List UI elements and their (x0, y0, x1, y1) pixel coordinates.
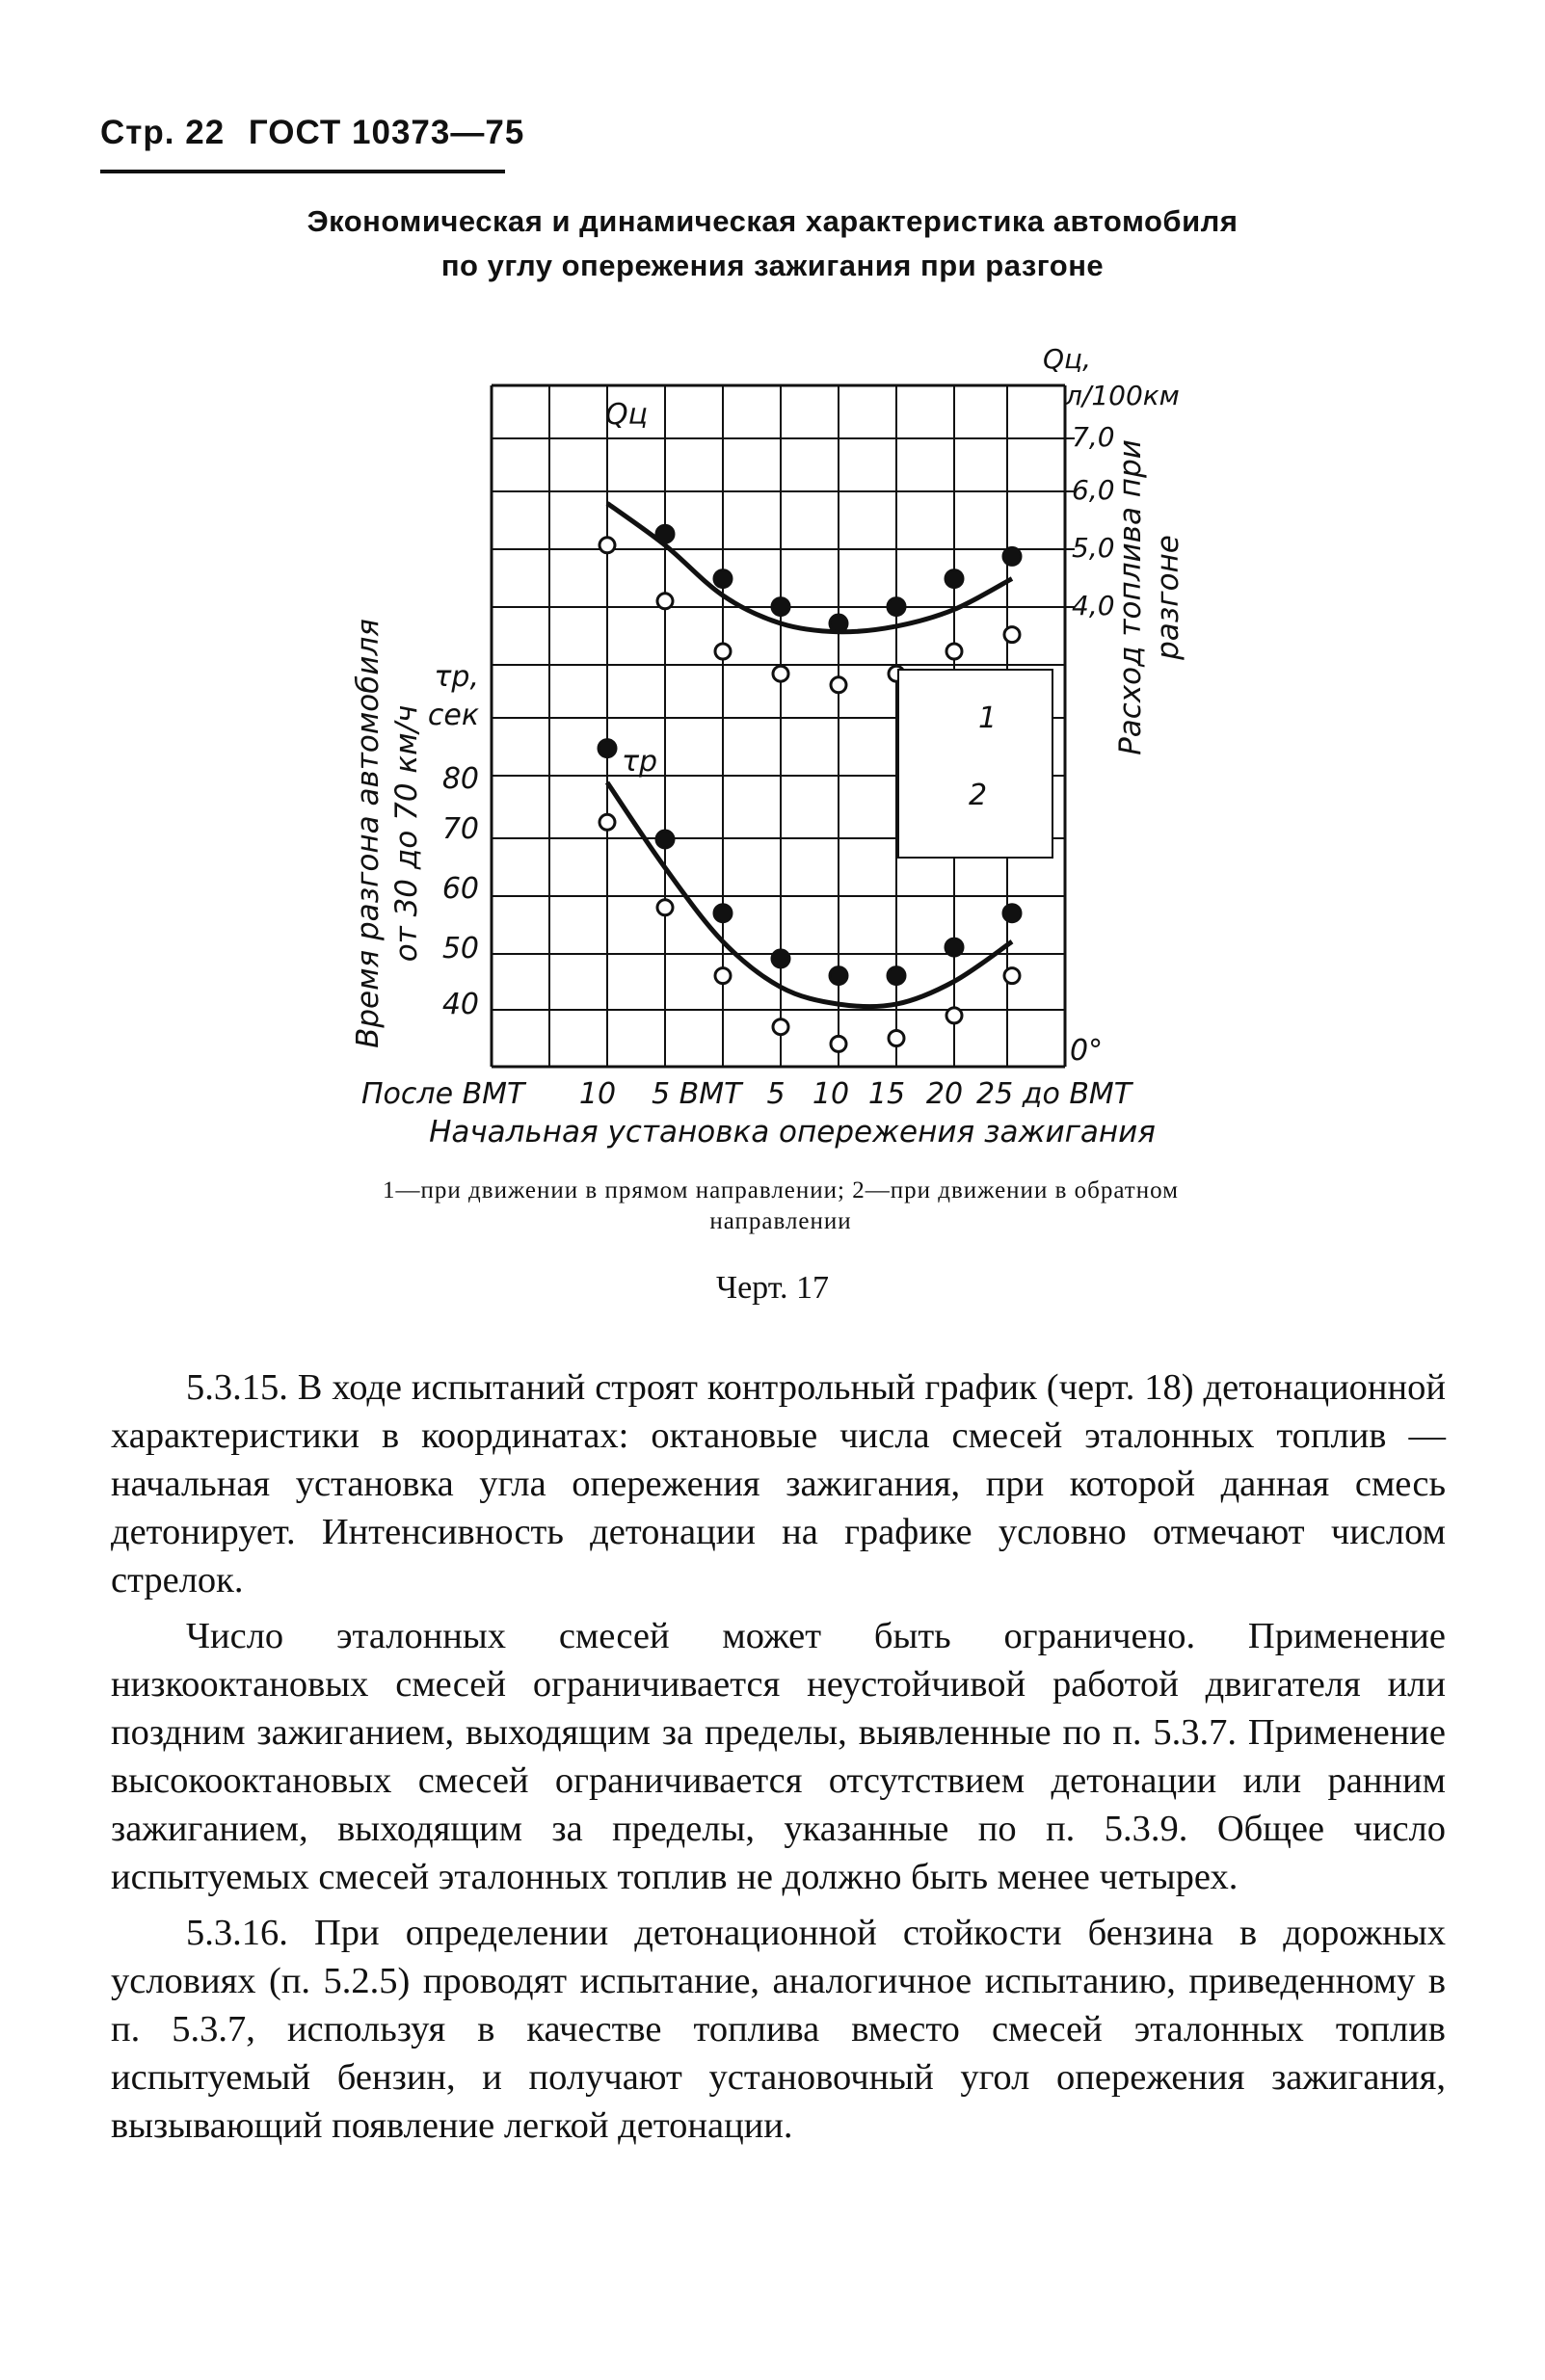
data-point-time-filled (830, 967, 847, 985)
legend-box (898, 670, 1052, 858)
x-axis-label: Начальная установка опережения зажигания (429, 1115, 1156, 1150)
right-tick-label: 4,0 (1072, 590, 1115, 621)
x-tick-label: 20 (925, 1077, 964, 1111)
chart (0, 0, 1545, 1156)
right-axis-label: разгоне (1151, 535, 1185, 660)
right-tick-label: 5,0 (1072, 532, 1115, 564)
left-tick-label: 80 (441, 762, 479, 796)
right-tick-label: 7,0 (1072, 421, 1115, 453)
right-axis-label: Расход топлива при (1113, 439, 1148, 755)
left-axis-label: Время разгона автомобиля (351, 619, 386, 1048)
data-point-fuel-filled (714, 570, 732, 588)
data-point-time-filled (714, 905, 732, 922)
x-tick-label: 25 до ВМТ (976, 1077, 1132, 1111)
left-tick-label: 40 (441, 988, 479, 1021)
data-point-time-filled (599, 740, 616, 757)
data-point-time-hollow (831, 1036, 846, 1051)
body-text (111, 1363, 1446, 2157)
data-point-fuel-filled (656, 525, 674, 542)
left-tick-label: 50 (441, 932, 479, 965)
figure-legend-caption: 1—при движении в прямом направлении; 2—при движении в обратном направлении (383, 1177, 1179, 1234)
chart-labels (351, 343, 1185, 1150)
left-unit-label: сек (427, 699, 479, 732)
left-tick-label: 70 (441, 812, 479, 846)
data-point-fuel-hollow (599, 538, 615, 553)
left-tick-label: 60 (441, 872, 479, 906)
data-point-fuel-hollow (946, 644, 962, 659)
right-unit-label: л/100км (1065, 380, 1180, 411)
x-tick-label: После ВМТ (361, 1077, 525, 1111)
right-unit-label: Qц, (1043, 343, 1091, 375)
data-point-fuel-hollow (773, 666, 788, 681)
data-point-fuel-filled (946, 570, 963, 588)
fuel-curve-label: Qц (605, 398, 649, 432)
data-point-time-filled (1003, 905, 1021, 922)
data-point-time-hollow (946, 1008, 962, 1023)
data-point-time-filled (946, 939, 963, 956)
data-point-time-hollow (1004, 968, 1020, 984)
paragraph-limits: Число эталонных смесей может быть ограничено. Применение низкооктановых смесей ограничивается неустойчивой работой двигателя или поздним зажиганием, выходящим за пределы, выявленные по п. 5.3.7. Применение высокооктановых смесей ограничивается отсутствием детонации или ранним зажиганием, выходящим за пределы, указанные по п. 5.3.9. Общее число испытуемых смесей эталонных топлив не должно быть менее четырех. (111, 1616, 1446, 1897)
right-tick-label: 6,0 (1072, 474, 1115, 506)
data-point-fuel-hollow (657, 594, 673, 609)
drawing-label: Черт. 17 (715, 1270, 830, 1306)
data-point-time-filled (656, 831, 674, 848)
x-tick-label: 15 (867, 1077, 906, 1111)
data-point-time-hollow (715, 968, 731, 984)
x-zero-label: 0° (1070, 1034, 1104, 1068)
x-tick-label: 10 (578, 1077, 617, 1111)
paragraph-5-3-15: 5.3.15. В ходе испытаний строят контрольный график (черт. 18) детонационной характеристики в координатах: октановые числа смесей эталонных топлив — начальная установка угла опережения зажигания, при которой данная смесь детонирует. Интенсивность детонации на графике условно отмечают числом стрелок. (111, 1367, 1446, 1600)
data-point-fuel-filled (1003, 547, 1021, 565)
left-axis-label: от 30 до 70 км/ч (389, 704, 424, 963)
data-point-time-hollow (599, 814, 615, 830)
data-point-time-filled (772, 950, 789, 967)
data-point-time-filled (888, 967, 905, 985)
data-point-fuel-filled (772, 598, 789, 616)
standard-number: ГОСТ 10373—75 (248, 114, 525, 151)
data-point-fuel-filled (830, 615, 847, 632)
data-point-fuel-hollow (1004, 627, 1020, 643)
x-tick-label: 10 (812, 1077, 850, 1111)
left-unit-label: τр, (434, 660, 479, 694)
data-point-time-hollow (773, 1019, 788, 1035)
figure-title-line2: по углу опережения зажигания при разгоне (440, 249, 1105, 282)
figure-title-line1: Экономическая и динамическая характеристика автомобиля (306, 204, 1239, 238)
legend-label: 1 (978, 701, 998, 735)
paragraph-5-3-16: 5.3.16. При определении детонационной стойкости бензина в дорожных условиях (п. 5.2.5) проводят испытание, аналогичное испытанию, приведенному в п. 5.3.7, используя в качестве топлива вместо смесей эталонных топлив испытуемый бензин, и получают установочный угол опережения зажигания, вызывающий появление легкой детонации. (111, 1913, 1446, 2146)
legend-label: 2 (969, 779, 988, 812)
data-point-fuel-hollow (831, 677, 846, 693)
x-tick-label: 5 ВМТ (652, 1077, 742, 1111)
data-point-fuel-hollow (715, 644, 731, 659)
page-number: Стр. 22 (100, 114, 226, 151)
data-point-fuel-filled (888, 598, 905, 616)
fit-curve-fuel (607, 503, 1012, 631)
data-point-time-hollow (889, 1031, 904, 1046)
x-tick-label: 5 (766, 1077, 786, 1111)
time-curve-label: τр (622, 745, 658, 779)
data-point-time-hollow (657, 900, 673, 915)
